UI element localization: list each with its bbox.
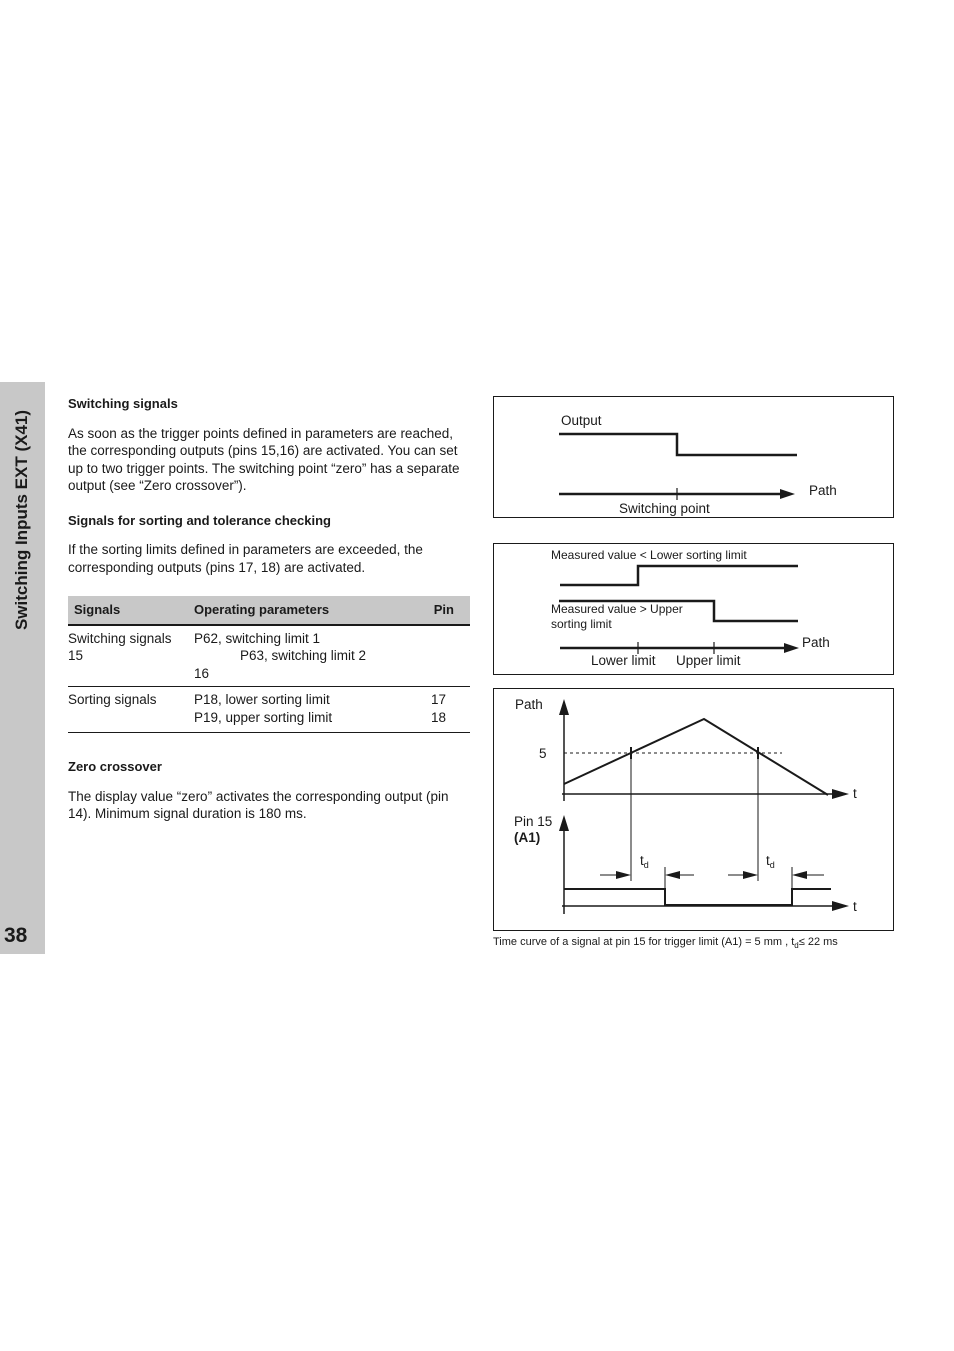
param-name: P63, switching limit 2 [240, 648, 367, 663]
path-arrow-head [784, 643, 799, 653]
param-name: P62, switching limit 1 [194, 630, 321, 646]
diagram-switching-svg [494, 397, 893, 517]
pin-number: 18 [431, 709, 447, 725]
pin-time-arrow [832, 901, 849, 911]
t-axis-label: t [853, 786, 857, 801]
path-axis-label: Path [515, 697, 543, 712]
pin-number: 16 [194, 665, 210, 681]
upper-limit-message-1: Measured value > Upper [551, 602, 683, 616]
signal-name: Switching signals [68, 630, 172, 646]
signal-name: Sorting signals [68, 687, 194, 733]
diagram-sorting-svg [494, 544, 893, 674]
diagram-time-curve [493, 688, 894, 931]
td-label-2: $t_d$ [766, 853, 775, 870]
table-row [68, 687, 470, 733]
col-header-signals: Signals [68, 596, 194, 625]
path-arrow-head [780, 489, 795, 499]
lower-limit-label: Lower limit [591, 653, 656, 668]
heading-switching-signals: Switching signals [68, 396, 178, 411]
lower-limit-signal [560, 566, 798, 585]
figure-caption: Time curve of a signal at pin 15 for trigger limit (A1) = 5 mm , $t_d\le 22$ ms [493, 936, 838, 951]
para-zero-crossover: The display value “zero” activates the corresponding output (pin 14). Minimum signal duration is 180 ms. [68, 788, 449, 821]
pin-number: 15 [68, 648, 84, 663]
page-number: 38 [4, 924, 28, 947]
signals-table [68, 596, 470, 733]
path-label: Path [802, 635, 830, 650]
table-row [68, 625, 470, 687]
upper-limit-label: Upper limit [676, 653, 741, 668]
param-name: P18, lower sorting limit [194, 692, 330, 707]
td-arrow-left-1 [665, 871, 680, 879]
switching-point-label: Switching point [619, 501, 710, 516]
heading-sorting-signals: Signals for sorting and tolerance checking [68, 512, 331, 528]
pin-number: 17 [431, 692, 447, 707]
col-header-params: Operating parameters [194, 596, 429, 625]
pin-t-axis-label: t [853, 899, 857, 914]
lower-limit-message: Measured value < Lower sorting limit [551, 548, 747, 562]
a1-label: (A1) [514, 830, 541, 845]
td-arrow-left-2 [792, 871, 807, 879]
td-label-1: $t_d$ [640, 853, 649, 870]
pin-15-label: Pin 15 [514, 814, 553, 829]
td-arrow-right-1 [616, 871, 631, 879]
td-arrow-right-2 [743, 871, 758, 879]
diagram-sorting-limits [493, 543, 894, 675]
col-header-pin: Pin [429, 596, 470, 625]
output-signal-line [559, 434, 797, 455]
para-sorting-signals: If the sorting limits defined in parameters are exceeded, the corresponding outputs (pins 17, 18) are activated. [68, 542, 423, 575]
diagram-switching-point [493, 396, 894, 518]
section-title-vertical: Switching Inputs EXT (X41) [12, 409, 31, 631]
value-five-label: 5 [539, 746, 547, 761]
param-name: P19, upper sorting limit [194, 709, 333, 725]
para-switching-signals: As soon as the trigger points defined in parameters are reached, the corresponding outputs (pins 15,16) are activated. You can set up to two trigger points. The switching point “zero” has a separate output (see “Zero crossover”). [68, 425, 460, 493]
path-curve [564, 719, 828, 795]
diagram-time-svg [494, 689, 893, 930]
output-label: Output [561, 413, 602, 428]
heading-zero-crossover: Zero crossover [68, 759, 162, 774]
path-y-arrow [559, 699, 569, 715]
pin-y-arrow [559, 815, 569, 831]
path-label: Path [809, 483, 837, 498]
upper-limit-message-2: sorting limit [551, 617, 612, 631]
text-column [68, 390, 470, 823]
time-x-arrow [832, 789, 849, 799]
pin-signal [564, 889, 831, 905]
table-header-row [68, 596, 470, 625]
